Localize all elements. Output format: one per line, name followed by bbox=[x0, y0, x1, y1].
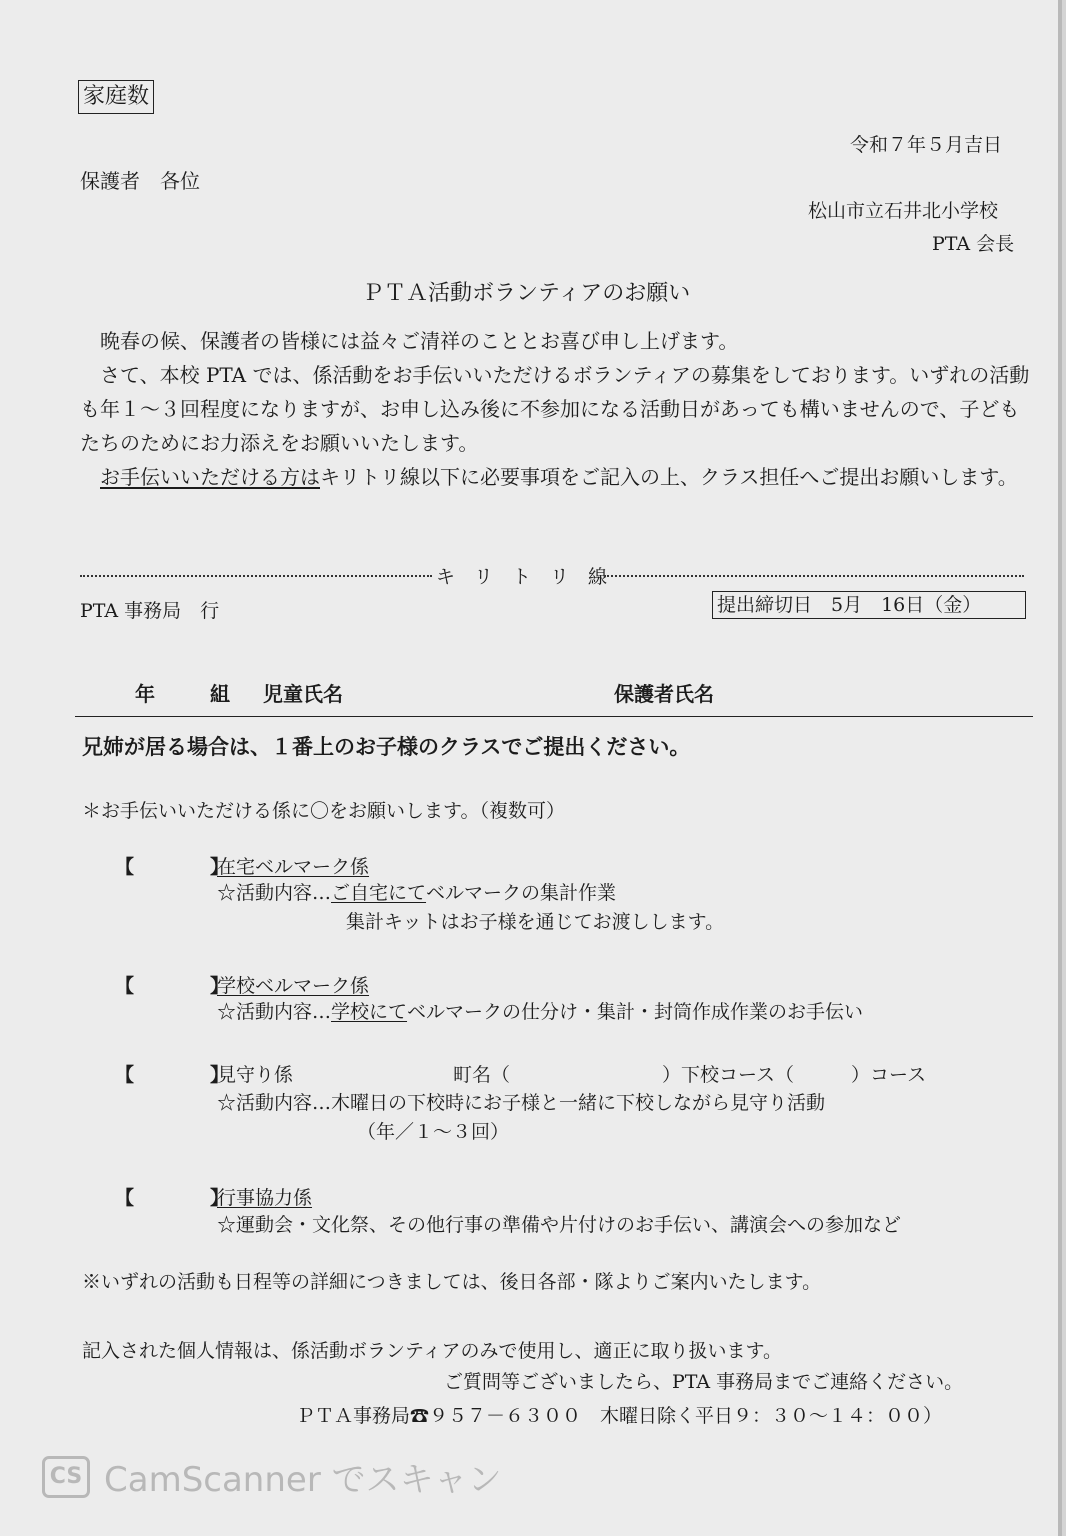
name-line bbox=[75, 716, 1033, 717]
contact-line: ＰＴＡ事務局☎９５７－６３００ 木曜日除く平日９：３０～１４：００） bbox=[296, 1405, 943, 1427]
role-bracket-school-bellmark[interactable]: 【 】 bbox=[115, 975, 230, 997]
request-paragraph: さて、本校 PTA では、係活動をお手伝いいただけるボランティアの募集をしております。いずれの活動も年１～３回程度になりますが、お申し込み後に不参加になる活動日があっても構いませんので、子どもたちのためにお力添えをお願いいたします。 bbox=[80, 363, 1030, 455]
cutline-label: キ リ ト リ 線 bbox=[436, 566, 608, 588]
camscanner-watermark bbox=[42, 1452, 502, 1501]
cutline-left bbox=[80, 575, 432, 577]
category-stamp: 家庭数 bbox=[78, 80, 154, 114]
sibling-note: 兄姉が居る場合は、１番上のお子様のクラスでご提出ください。 bbox=[82, 735, 691, 759]
schedule-note: ※いずれの活動も日程等の詳細につきましては、後日各部・隊よりご案内いたします。 bbox=[82, 1271, 822, 1293]
form-addressee: PTA 事務局 行 bbox=[80, 600, 220, 622]
role-detail-watch: ☆活動内容…木曜日の下校時にお子様と一緒に下校しながら見守り活動 bbox=[217, 1092, 826, 1114]
grade-label: 年 bbox=[135, 682, 155, 706]
child-name-label: 児童氏名 bbox=[263, 682, 343, 706]
role-name-school-bellmark: 学校ベルマーク係 bbox=[217, 975, 370, 997]
sender-role: PTA 会長 bbox=[932, 233, 1015, 255]
town-course-field[interactable]: 町名（ ）下校コース（ ）コース bbox=[453, 1064, 927, 1086]
role-bracket-watch[interactable]: 【 】 bbox=[115, 1064, 230, 1086]
contact-request: ご質問等ございましたら、PTA 事務局までご連絡ください。 bbox=[444, 1371, 964, 1393]
privacy-note: 記入された個人情報は、係活動ボランティアのみで使用し、適正に取り扱います。 bbox=[82, 1340, 782, 1362]
instruction-underlined: お手伝いいただける方は bbox=[100, 465, 320, 489]
page-edge-shadow bbox=[1058, 0, 1062, 1536]
greeting-paragraph: 晩春の候、保護者の皆様には益々ご清祥のこととお喜び申し上げます。 bbox=[100, 329, 739, 353]
issue-date: 令和７年５月吉日 bbox=[850, 134, 1003, 156]
class-label: 組 bbox=[210, 682, 230, 706]
role-bracket-home-bellmark[interactable]: 【 】 bbox=[115, 856, 230, 878]
role-detail2-watch: （年／１～３回） bbox=[357, 1121, 510, 1143]
deadline-box: 提出締切日 5月 16日（金） bbox=[712, 591, 1026, 619]
role-name-watch: 見守り係 bbox=[217, 1064, 294, 1086]
camscanner-logo-icon: CS bbox=[42, 1456, 90, 1498]
instruction-paragraph bbox=[80, 460, 1030, 494]
role-detail2-home-bellmark: 集計キットはお子様を通じてお渡しします。 bbox=[346, 911, 725, 933]
role-detail-home-bellmark: ☆活動内容…ご自宅にてベルマークの集計作業 bbox=[217, 882, 617, 904]
page-title: ＰＴＡ活動ボランティアのお願い bbox=[362, 281, 691, 306]
role-detail-events: ☆運動会・文化祭、その他行事の準備や片付けのお手伝い、講演会への参加など bbox=[217, 1214, 902, 1236]
role-detail-school-bellmark: ☆活動内容…学校にてベルマークの仕分け・集計・封筒作成作業のお手伝い bbox=[217, 1001, 864, 1023]
selection-instruction: ＊お手伝いいただける係に〇をお願いします。（複数可） bbox=[82, 800, 565, 822]
role-name-home-bellmark: 在宅ベルマーク係 bbox=[217, 856, 370, 878]
role-bracket-events[interactable]: 【 】 bbox=[115, 1187, 230, 1209]
sender-school: 松山市立石井北小学校 bbox=[808, 200, 999, 222]
guardian-name-label: 保護者氏名 bbox=[614, 682, 714, 706]
role-name-events: 行事協力係 bbox=[217, 1187, 313, 1209]
cutline-right bbox=[604, 575, 1024, 577]
recipient: 保護者 各位 bbox=[80, 169, 200, 193]
instruction-rest: キリトリ線以下に必要事項をご記入の上、クラス担任へご提出お願いします。 bbox=[320, 465, 1018, 489]
camscanner-text: CamScanner でスキャン bbox=[104, 1460, 502, 1500]
